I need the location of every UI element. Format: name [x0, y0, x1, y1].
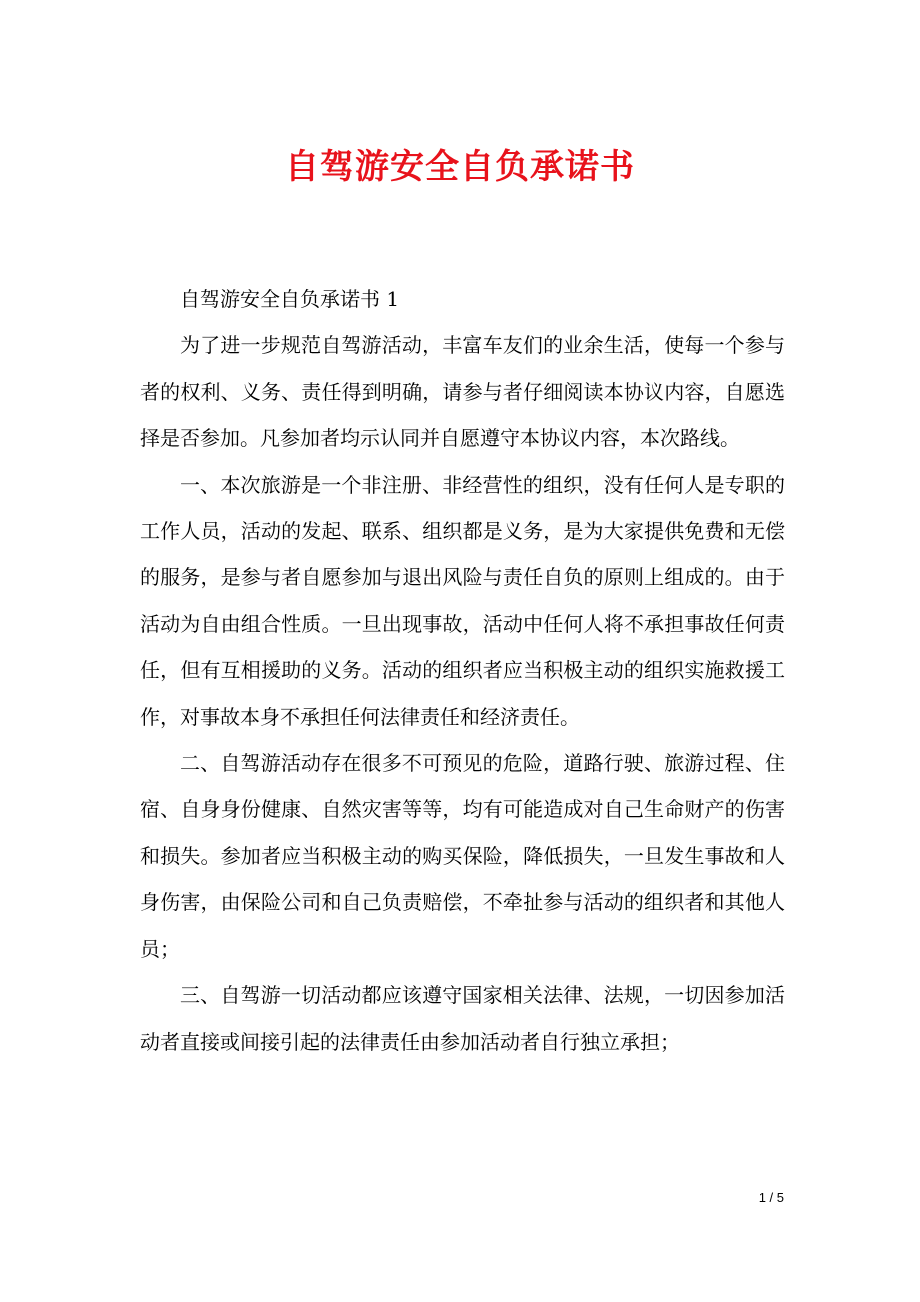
- clause-2-paragraph: 二、自驾游活动存在很多不可预见的危险，道路行驶、旅游过程、住宿、自身身份健康、自然灾害等等，均有可能造成对自己生命财产的伤害和损失。参加者应当积极主动的购买保险，降低损失，一旦发生事故和人身伤害，由保险公司和自己负责赔偿，不牵扯参与活动的组织者和其他人员；: [140, 751, 785, 961]
- clause-1-paragraph: 一、本次旅游是一个非注册、非经营性的组织，没有任何人是专职的工作人员，活动的发起、联系、组织都是义务，是为大家提供免费和无偿的服务，是参与者自愿参加与退出风险与责任自负的原则上组成的。由于活动为自由组合性质。一旦出现事故，活动中任何人将不承担事故任何责任，但有互相援助的义务。活动的组织者应当积极主动的组织实施救援工作，对事故本身不承担任何法律责任和经济责任。: [140, 472, 785, 729]
- section-heading: 自驾游安全自负承诺书 1: [180, 287, 400, 311]
- page-number: 1 / 5: [758, 1190, 784, 1205]
- intro-paragraph: 为了进一步规范自驾游活动，丰富车友们的业余生活，使每一个参与者的权利、义务、责任得到明确，请参与者仔细阅读本协议内容，自愿选择是否参加。凡参加者均示认同并自愿遵守本协议内容，本次路线。: [140, 333, 785, 451]
- document-body: [140, 276, 785, 1065]
- clause-3-paragraph: 三、自驾游一切活动都应该遵守国家相关法律、法规，一切因参加活动者直接或间接引起的法律责任由参加活动者自行独立承担；: [140, 983, 785, 1054]
- document-title: 自驾游安全自负承诺书: [285, 147, 635, 187]
